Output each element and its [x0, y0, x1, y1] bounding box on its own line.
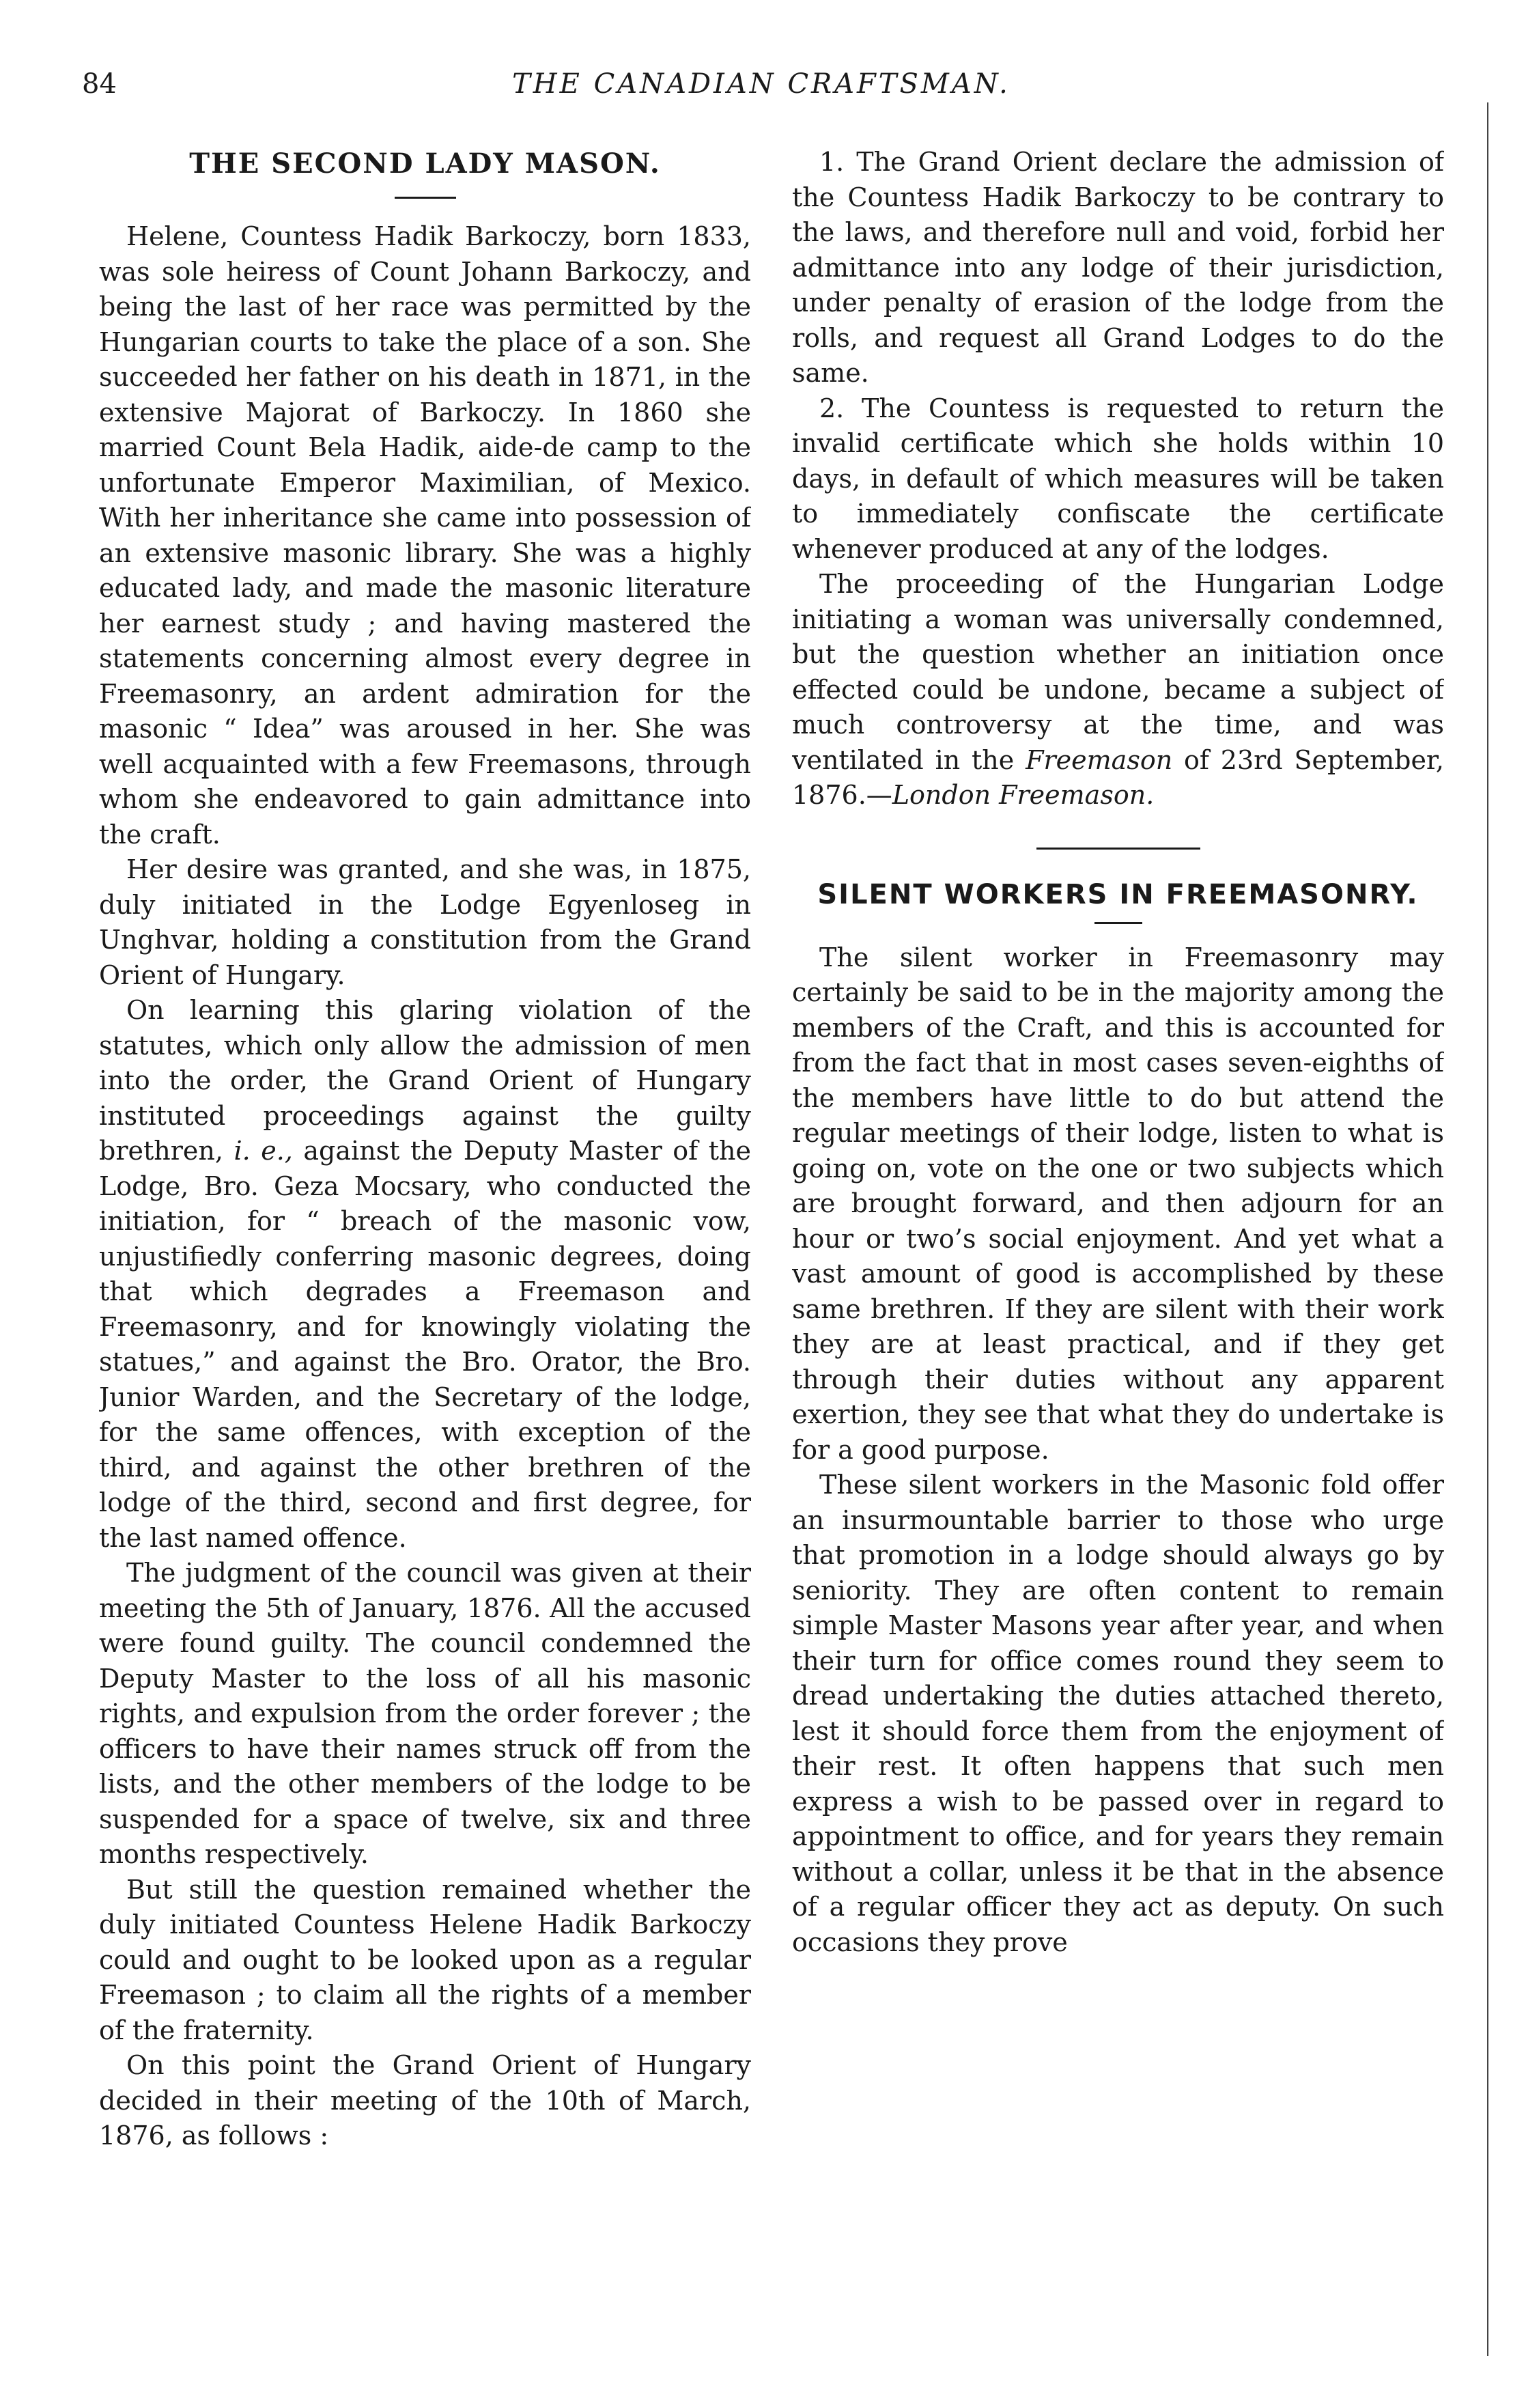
italic-text: i. e., [234, 1136, 293, 1166]
article-title-second-lady-mason: THE SECOND LADY MASON. [189, 148, 661, 180]
paragraph-text: The proceeding of the Hungarian Lodge initiating a woman was universally condemned, but the question whether an initiation once effected could be undone, became a subject of much controversy at the time, and was ventilated in the [792, 569, 1444, 775]
paragraph: These silent workers in the Masonic fold offer an insurmountable barrier to those who urge that promotion in a lodge should always go by seniority. They are often content to remain simple Master Masons year after year, and when their turn for office comes round they seem to dread undertaking the duties attached thereto, lest it should force them from the enjoyment of their rest. It often happens that such men express a wish to be passed over in regard to appointment to office, and for years they remain without a collar, unless it be that in the absence of a regular officer they act as deputy. On such occasions they prove [792, 1470, 1444, 1957]
title-dash [395, 197, 456, 199]
page-edge-line [1487, 102, 1488, 2356]
paragraph: The judgment of the council was given at their meeting the 5th of January, 1876. All the accused were found guilty. The council condemned the Deputy Master to the loss of all his masonic rights, and expulsion from the order forever ; the officers to have their names struck off from the lists, and the other members of the lodge to be suspended for a space of twelve, six and three months respectively. [99, 1558, 751, 1869]
title-dash [1094, 922, 1142, 924]
paragraph: The silent worker in Freemasonry may certainly be said to be in the majority among the members of the Craft, and this is accounted for from the fact that in most cases seven-eighths of the members have little to do but attend the regular meetings of their lodge, listen to what is going on, vote on the one or two subjects which are brought forward, and then adjourn for an hour or two’s social enjoyment. And yet what a vast amount of good is accomplished by these same brethren. If they are silent with their work they are at least practical, and if they get through their duties without any apparent exertion, they see that what they do undertake is for a good purpose. [792, 942, 1444, 1465]
page-header [82, 65, 1441, 120]
section-divider [1036, 848, 1200, 850]
page-number: 84 [82, 68, 117, 100]
paragraph-text: against the Deputy Master of the Lodge, Bro. Geza Mocsary, who conducted the initiation, for “ breach of the masonic vow, unjustifiedly conferring masonic degrees, doing that which degrades a Freemason and Freemasonry, and for knowingly violating the statues,” and against the Bro. Orator, the Bro. Junior Warden, and the Secretary of the lodge, for the same offences, with exception of the third, and against the other brethren of the lodge of the third, second and first degree, for the last named offence. [99, 1136, 751, 1553]
paragraph [99, 993, 751, 1556]
running-title: THE CANADIAN CRAFTSMAN. [512, 68, 1011, 100]
paragraph: But still the question remained whether the duly initiated Countess Helene Hadik Barkoczy could and ought to be looked upon as a regular Freemason ; to claim all the rights of a member of the fraternity. [99, 1874, 751, 2045]
left-column [99, 145, 751, 2351]
right-column [792, 145, 1444, 2351]
paragraph: On this point the Grand Orient of Hungary decided in their meeting of the 10th of March, 1876, as follows : [99, 2050, 751, 2151]
paragraph [792, 567, 1444, 813]
article-title-silent-workers: SILENT WORKERS IN FREEMASONRY. [817, 878, 1419, 910]
paragraph-text: On learning this glaring violation of the statutes, which only allow the admission of men into the order, the Grand Orient of Hungary instituted proceedings against the guilty brethren, [99, 995, 751, 1166]
source-credit: London Freemason. [892, 780, 1155, 810]
paragraph: 1. The Grand Orient declare the admission of the Countess Hadik Barkoczy to be contrary to the laws, and therefore null and void, forbid her admittance into any lodge of their jurisdiction, under penalty of erasion of the lodge from the rolls, and request all Grand Lodges to do the same. [792, 147, 1444, 388]
paragraph: Helene, Countess Hadik Barkoczy, born 1833, was sole heiress of Count Johann Barkoczy, and being the last of her race was permitted by the Hungarian courts to take the place of a son. She succeeded her father on his death in 1871, in the extensive Majorat of Barkoczy. In 1860 she married Count Bela Hadik, aide-de camp to the unfortunate Emperor Maximilian, of Mexico. With her inheritance she came into possession of an extensive masonic library. She was a highly educated lady, and made the masonic literature her earnest study ; and having mastered the statements concerning almost every degree in Freemasonry, an ardent admiration for the masonic “ Idea” was aroused in her. She was well acquainted with a few Freemasons, through whom she endeavored to gain admittance into the craft. [99, 221, 751, 850]
paragraph: 2. The Countess is requested to return the invalid certificate which she holds within 10 days, in default of which measures will be taken to immediately confiscate the certificate whenever produced at any of the lodges. [792, 393, 1444, 564]
paragraph: Her desire was granted, and she was, in 1875, duly initiated in the Lodge Egyenloseg in Unghvar, holding a constitution from the Grand Orient of Hungary. [99, 854, 751, 990]
paragraph-text: of 23rd September, 1876.— [792, 744, 1444, 810]
italic-text: Freemason [1026, 744, 1173, 775]
